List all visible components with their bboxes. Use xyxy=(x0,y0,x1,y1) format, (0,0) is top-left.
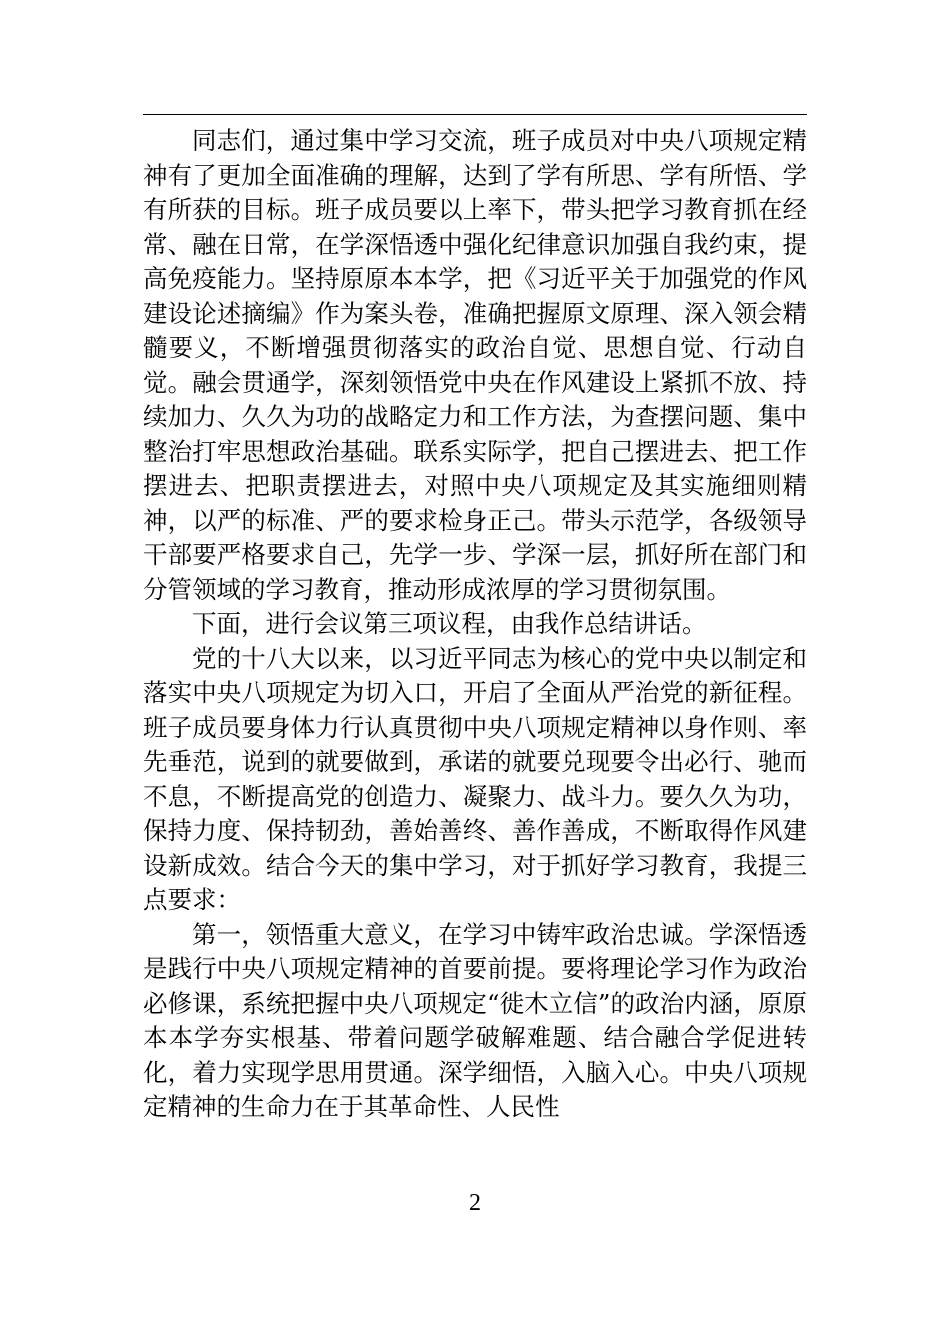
paragraph-3: 党的十八大以来，以习近平同志为核心的党中央以制定和落实中央八项规定为切入口，开启了全面从严治党的新征程。班子成员要身体力行认真贯彻中央八项规定精神以身作则、率先垂范，说到的就要做到，承诺的就要兑现要令出必行、驰而不息，不断提高党的创造力、凝聚力、战斗力。要久久为功，保持力度、保持韧劲，善始善终、善作善成，不断取得作风建设新成效。结合今天的集中学习，对于抓好学习教育，我提三点要求： xyxy=(143,643,807,914)
header-rule xyxy=(143,114,807,115)
paragraph-2: 下面，进行会议第三项议程，由我作总结讲话。 xyxy=(192,609,707,638)
paragraph-4: 第一，领悟重大意义，在学习中铸牢政治忠诚。学深悟透是践行中央八项规定精神的首要前提。要将理论学习作为政治必修课，系统把握中央八项规定“徙木立信”的政治内涵，原原本本学夯实根基、带着问题学破解难题、结合融合学促进转化，着力实现学思用贯通。深学细悟，入脑入心。中央八项规定精神的生命力在于其革命性、人民性 xyxy=(143,919,807,1121)
document-body xyxy=(143,124,807,1125)
paragraph-1: 同志们，通过集中学习交流，班子成员对中央八项规定精神有了更加全面准确的理解，达到了学有所思、学有所悟、学有所获的目标。班子成员要以上率下，带头把学习教育抓在经常、融在日常，在学深悟透中强化纪律意识加强自我约束，提高免疫能力。坚持原原本本学，把《习近平关于加强党的作风建设论述摘编》作为案头卷，准确把握原文原理、深入领会精髓要义，不断增强贯彻落实的政治自觉、思想自觉、行动自觉。融会贯通学，深刻领悟党中央在作风建设上紧抓不放、持续加力、久久为功的战略定力和工作方法，为查摆问题、集中整治打牢思想政治基础。联系实际学，把自己摆进去、把工作摆进去、把职责摆进去，对照中央八项规定及其实施细则精神，以严的标准、严的要求检身正己。带头示范学，各级领导干部要严格要求自己，先学一步、学深一层，抓好所在部门和分管领域的学习教育，推动形成浓厚的学习贯彻氛围。 xyxy=(143,126,807,604)
page-number: 2 xyxy=(469,1190,481,1216)
